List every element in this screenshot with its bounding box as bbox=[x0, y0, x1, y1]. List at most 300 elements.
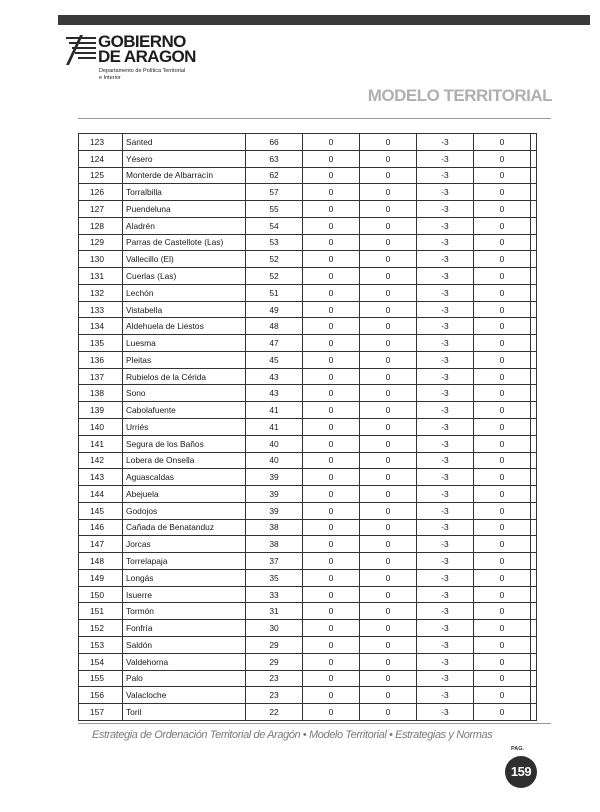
table-cell: -3 bbox=[417, 502, 474, 519]
table-cell: Jorcas bbox=[123, 536, 246, 553]
page-number-badge: 159 bbox=[505, 756, 537, 788]
table-cell: -3 bbox=[417, 301, 474, 318]
table-cell: 0 bbox=[474, 167, 531, 184]
table-cell: 54 bbox=[246, 217, 303, 234]
table-cell: 0 bbox=[360, 335, 417, 352]
table-cell: 0 bbox=[474, 586, 531, 603]
table-cell: 132 bbox=[79, 284, 123, 301]
table-cell-empty bbox=[531, 402, 537, 419]
table-cell: 0 bbox=[360, 284, 417, 301]
table-row bbox=[79, 670, 537, 687]
table-cell-empty bbox=[531, 569, 537, 586]
table-cell: -3 bbox=[417, 620, 474, 637]
table-cell-empty bbox=[531, 469, 537, 486]
table-cell: 142 bbox=[79, 452, 123, 469]
table-cell: Cabolafuente bbox=[123, 402, 246, 419]
page-label: PAG. bbox=[511, 746, 525, 752]
table-cell: 39 bbox=[246, 469, 303, 486]
table-cell: 144 bbox=[79, 486, 123, 503]
table-cell: -3 bbox=[417, 351, 474, 368]
table-cell: 0 bbox=[303, 184, 360, 201]
table-cell: Isuerre bbox=[123, 586, 246, 603]
table-cell: 130 bbox=[79, 251, 123, 268]
table-cell: 0 bbox=[303, 687, 360, 704]
table-cell: -3 bbox=[417, 134, 474, 151]
table-row bbox=[79, 134, 537, 151]
table-cell: 143 bbox=[79, 469, 123, 486]
table-cell: 0 bbox=[303, 284, 360, 301]
table-cell: 0 bbox=[474, 653, 531, 670]
table-cell: 0 bbox=[303, 402, 360, 419]
table-cell: 124 bbox=[79, 150, 123, 167]
table-cell: 0 bbox=[474, 469, 531, 486]
table-cell: -3 bbox=[417, 368, 474, 385]
table-row bbox=[79, 687, 537, 704]
table-cell: 141 bbox=[79, 435, 123, 452]
table-cell-empty bbox=[531, 268, 537, 285]
table-cell: -3 bbox=[417, 569, 474, 586]
table-cell: 23 bbox=[246, 687, 303, 704]
table-cell: 66 bbox=[246, 134, 303, 151]
table-cell: Valdehorna bbox=[123, 653, 246, 670]
table-cell: Aguascaldas bbox=[123, 469, 246, 486]
table-cell: 0 bbox=[303, 553, 360, 570]
table-cell: -3 bbox=[417, 318, 474, 335]
table-row bbox=[79, 150, 537, 167]
table-cell: 29 bbox=[246, 636, 303, 653]
table-row bbox=[79, 318, 537, 335]
table-cell-empty bbox=[531, 134, 537, 151]
table-cell: 0 bbox=[303, 150, 360, 167]
table-cell: Rubielos de la Cérida bbox=[123, 368, 246, 385]
table-cell: -3 bbox=[417, 586, 474, 603]
table-row bbox=[79, 636, 537, 653]
table-cell: 31 bbox=[246, 603, 303, 620]
table-cell: 48 bbox=[246, 318, 303, 335]
table-cell: -3 bbox=[417, 653, 474, 670]
table-cell: 139 bbox=[79, 402, 123, 419]
table-cell-empty bbox=[531, 368, 537, 385]
table-cell: 140 bbox=[79, 419, 123, 436]
table-cell: Aladrén bbox=[123, 217, 246, 234]
table-cell: 0 bbox=[474, 234, 531, 251]
table-cell-empty bbox=[531, 234, 537, 251]
table-cell: 29 bbox=[246, 653, 303, 670]
table-row bbox=[79, 234, 537, 251]
table-cell: Sono bbox=[123, 385, 246, 402]
table-cell-empty bbox=[531, 167, 537, 184]
table-cell: 0 bbox=[360, 402, 417, 419]
table-cell: 152 bbox=[79, 620, 123, 637]
table-cell-empty bbox=[531, 150, 537, 167]
table-cell: 0 bbox=[474, 452, 531, 469]
logo-subtitle bbox=[99, 68, 185, 81]
table-cell: -3 bbox=[417, 486, 474, 503]
table-cell: 0 bbox=[303, 704, 360, 721]
table-row bbox=[79, 553, 537, 570]
table-cell: Longás bbox=[123, 569, 246, 586]
table-cell: 0 bbox=[360, 536, 417, 553]
table-cell: Lechón bbox=[123, 284, 246, 301]
table-cell: -3 bbox=[417, 150, 474, 167]
table-row bbox=[79, 653, 537, 670]
table-cell: 57 bbox=[246, 184, 303, 201]
table-cell: Lobera de Onsella bbox=[123, 452, 246, 469]
table-cell: 30 bbox=[246, 620, 303, 637]
table-cell: Cañada de Benatanduz bbox=[123, 519, 246, 536]
table-cell: 41 bbox=[246, 402, 303, 419]
table-cell: 0 bbox=[303, 419, 360, 436]
table-row bbox=[79, 167, 537, 184]
table-cell: 0 bbox=[360, 670, 417, 687]
table-cell-empty bbox=[531, 486, 537, 503]
table-row bbox=[79, 502, 537, 519]
table-cell-empty bbox=[531, 519, 537, 536]
table-cell: 0 bbox=[474, 636, 531, 653]
table-cell: 0 bbox=[474, 704, 531, 721]
table-cell: 0 bbox=[360, 687, 417, 704]
table-cell: 0 bbox=[474, 150, 531, 167]
table-cell: 0 bbox=[360, 184, 417, 201]
table-cell: 0 bbox=[360, 469, 417, 486]
table-cell-empty bbox=[531, 301, 537, 318]
table-cell: 145 bbox=[79, 502, 123, 519]
table-cell: 0 bbox=[303, 234, 360, 251]
table-cell: 35 bbox=[246, 569, 303, 586]
table-row bbox=[79, 603, 537, 620]
table-row bbox=[79, 519, 537, 536]
table-cell-empty bbox=[531, 653, 537, 670]
table-cell: 0 bbox=[474, 536, 531, 553]
table-cell: Luesma bbox=[123, 335, 246, 352]
table-cell: 0 bbox=[360, 435, 417, 452]
table-cell: -3 bbox=[417, 452, 474, 469]
table-cell: 129 bbox=[79, 234, 123, 251]
table-cell: 0 bbox=[303, 368, 360, 385]
table-cell: 0 bbox=[303, 519, 360, 536]
table-cell: 47 bbox=[246, 335, 303, 352]
footer-text: Estrategia de Ordenación Territorial de Aragón • Modelo Territorial • Estrategias y Normas bbox=[92, 729, 493, 741]
table-cell: 49 bbox=[246, 301, 303, 318]
table-cell: -3 bbox=[417, 687, 474, 704]
table-cell-empty bbox=[531, 435, 537, 452]
table-cell: 33 bbox=[246, 586, 303, 603]
table-cell: 0 bbox=[303, 134, 360, 151]
table-cell: Toril bbox=[123, 704, 246, 721]
table-cell: 0 bbox=[474, 268, 531, 285]
table-cell: 0 bbox=[474, 335, 531, 352]
table-row bbox=[79, 452, 537, 469]
table-cell: -3 bbox=[417, 603, 474, 620]
table-cell: 0 bbox=[360, 502, 417, 519]
table-cell: 0 bbox=[474, 486, 531, 503]
table-row bbox=[79, 268, 537, 285]
table-cell: -3 bbox=[417, 636, 474, 653]
table-cell: 0 bbox=[360, 201, 417, 218]
table-row bbox=[79, 486, 537, 503]
table-cell: Valacloche bbox=[123, 687, 246, 704]
table-cell: 0 bbox=[360, 167, 417, 184]
table-cell: 0 bbox=[474, 134, 531, 151]
table-cell-empty bbox=[531, 636, 537, 653]
table-cell: -3 bbox=[417, 268, 474, 285]
table-cell: 41 bbox=[246, 419, 303, 436]
table-cell: 150 bbox=[79, 586, 123, 603]
footer-divider bbox=[78, 723, 551, 724]
table-cell: Urriés bbox=[123, 419, 246, 436]
table-cell: 0 bbox=[303, 603, 360, 620]
table-row bbox=[79, 184, 537, 201]
table-cell: 52 bbox=[246, 268, 303, 285]
table-cell: 43 bbox=[246, 385, 303, 402]
table-cell: 154 bbox=[79, 653, 123, 670]
table-cell: 148 bbox=[79, 553, 123, 570]
table-cell: 37 bbox=[246, 553, 303, 570]
table-cell: Vallecillo (El) bbox=[123, 251, 246, 268]
table-cell: 0 bbox=[303, 536, 360, 553]
table-cell: 0 bbox=[303, 385, 360, 402]
table-cell: 0 bbox=[303, 268, 360, 285]
table-cell: 62 bbox=[246, 167, 303, 184]
table-cell: 0 bbox=[303, 201, 360, 218]
table-cell: 0 bbox=[303, 167, 360, 184]
table-cell: 126 bbox=[79, 184, 123, 201]
table-cell: 0 bbox=[360, 268, 417, 285]
logo-title-line2: DE ARAGON bbox=[98, 47, 196, 66]
table-cell: Yésero bbox=[123, 150, 246, 167]
table-cell: 0 bbox=[360, 385, 417, 402]
table-cell: 53 bbox=[246, 234, 303, 251]
logo-subtitle-line2: e Interior bbox=[99, 74, 121, 81]
table-cell: 0 bbox=[474, 184, 531, 201]
table-cell-empty bbox=[531, 419, 537, 436]
table-cell: 131 bbox=[79, 268, 123, 285]
table-cell: 0 bbox=[474, 217, 531, 234]
table-cell: -3 bbox=[417, 670, 474, 687]
table-cell: 0 bbox=[360, 586, 417, 603]
table-cell: 0 bbox=[360, 653, 417, 670]
table-cell-empty bbox=[531, 502, 537, 519]
table-cell: 0 bbox=[303, 586, 360, 603]
table-cell: 134 bbox=[79, 318, 123, 335]
table-cell: 0 bbox=[360, 486, 417, 503]
table-cell: 155 bbox=[79, 670, 123, 687]
table-cell: 128 bbox=[79, 217, 123, 234]
table-cell: 0 bbox=[303, 435, 360, 452]
table-cell: 39 bbox=[246, 502, 303, 519]
table-row bbox=[79, 419, 537, 436]
table-cell: 0 bbox=[303, 217, 360, 234]
table-cell: -3 bbox=[417, 335, 474, 352]
table-cell: 0 bbox=[474, 553, 531, 570]
table-cell: 0 bbox=[303, 301, 360, 318]
table-cell: 55 bbox=[246, 201, 303, 218]
table-cell: 0 bbox=[474, 368, 531, 385]
table-cell: 0 bbox=[474, 569, 531, 586]
table-cell: 0 bbox=[474, 687, 531, 704]
table-cell: -3 bbox=[417, 284, 474, 301]
table-cell: Torralbilla bbox=[123, 184, 246, 201]
table-cell: Parras de Castellote (Las) bbox=[123, 234, 246, 251]
table-row bbox=[79, 351, 537, 368]
table-cell-empty bbox=[531, 335, 537, 352]
table-cell: 38 bbox=[246, 519, 303, 536]
table-cell: 0 bbox=[303, 620, 360, 637]
table-cell-empty bbox=[531, 385, 537, 402]
table-cell: 0 bbox=[474, 502, 531, 519]
table-cell: 136 bbox=[79, 351, 123, 368]
aragon-emblem-icon bbox=[66, 33, 96, 65]
table-cell: 0 bbox=[474, 301, 531, 318]
table-row bbox=[79, 201, 537, 218]
table-cell: 0 bbox=[360, 150, 417, 167]
table-cell: 63 bbox=[246, 150, 303, 167]
table-cell: 0 bbox=[303, 251, 360, 268]
table-cell-empty bbox=[531, 687, 537, 704]
table-cell: 0 bbox=[360, 519, 417, 536]
table-cell: 0 bbox=[360, 134, 417, 151]
table-cell-empty bbox=[531, 536, 537, 553]
table-cell: 52 bbox=[246, 251, 303, 268]
table-row bbox=[79, 536, 537, 553]
table-cell: -3 bbox=[417, 419, 474, 436]
table-cell: -3 bbox=[417, 251, 474, 268]
table-cell: Tormón bbox=[123, 603, 246, 620]
table-cell: 0 bbox=[360, 368, 417, 385]
table-cell: 0 bbox=[360, 351, 417, 368]
table-cell: 0 bbox=[303, 351, 360, 368]
table-cell: Palo bbox=[123, 670, 246, 687]
table-cell: 0 bbox=[303, 318, 360, 335]
table-cell: 0 bbox=[360, 553, 417, 570]
table-cell: Segura de los Baños bbox=[123, 435, 246, 452]
table-cell: 39 bbox=[246, 486, 303, 503]
table-cell-empty bbox=[531, 318, 537, 335]
table-cell: 22 bbox=[246, 704, 303, 721]
table-cell: 40 bbox=[246, 452, 303, 469]
table-cell: 123 bbox=[79, 134, 123, 151]
table-row bbox=[79, 368, 537, 385]
table-cell-empty bbox=[531, 704, 537, 721]
table-cell: -3 bbox=[417, 167, 474, 184]
table-cell-empty bbox=[531, 201, 537, 218]
table-cell-empty bbox=[531, 284, 537, 301]
table-cell: 23 bbox=[246, 670, 303, 687]
table-cell: 0 bbox=[474, 620, 531, 637]
table-cell-empty bbox=[531, 452, 537, 469]
logo-title bbox=[98, 34, 196, 64]
top-bar bbox=[58, 15, 590, 25]
table-cell-empty bbox=[531, 586, 537, 603]
table-cell: 127 bbox=[79, 201, 123, 218]
table-row bbox=[79, 335, 537, 352]
table-cell: Santed bbox=[123, 134, 246, 151]
table-cell: 0 bbox=[474, 251, 531, 268]
table-cell: Torrelapaja bbox=[123, 553, 246, 570]
table-cell: 51 bbox=[246, 284, 303, 301]
table-cell-empty bbox=[531, 184, 537, 201]
table-cell: -3 bbox=[417, 201, 474, 218]
table-cell: 0 bbox=[360, 318, 417, 335]
table-cell-empty bbox=[531, 251, 537, 268]
table-row bbox=[79, 704, 537, 721]
table-cell: 0 bbox=[474, 519, 531, 536]
table-cell: 147 bbox=[79, 536, 123, 553]
section-title: MODELO TERRITORIAL bbox=[367, 86, 552, 105]
table-cell: 156 bbox=[79, 687, 123, 704]
table-cell: Vistabella bbox=[123, 301, 246, 318]
table-cell: 0 bbox=[303, 653, 360, 670]
table-cell: Monterde de Albarracín bbox=[123, 167, 246, 184]
table-cell: Fonfría bbox=[123, 620, 246, 637]
table-cell: 0 bbox=[360, 251, 417, 268]
table-cell: 135 bbox=[79, 335, 123, 352]
table-cell: 0 bbox=[474, 603, 531, 620]
table-cell: 0 bbox=[360, 234, 417, 251]
table-cell: 0 bbox=[303, 670, 360, 687]
table-cell: -3 bbox=[417, 402, 474, 419]
table-cell: 0 bbox=[474, 435, 531, 452]
table-cell: 0 bbox=[360, 217, 417, 234]
table-cell: -3 bbox=[417, 435, 474, 452]
table-cell: 0 bbox=[360, 569, 417, 586]
table-cell: Godojos bbox=[123, 502, 246, 519]
table-cell: Cuerlas (Las) bbox=[123, 268, 246, 285]
table-cell: 0 bbox=[474, 284, 531, 301]
table-cell: 151 bbox=[79, 603, 123, 620]
table-cell: 0 bbox=[360, 603, 417, 620]
header-divider bbox=[78, 118, 551, 119]
table-cell: -3 bbox=[417, 536, 474, 553]
table-cell-empty bbox=[531, 620, 537, 637]
table-row bbox=[79, 284, 537, 301]
table-cell: 0 bbox=[360, 419, 417, 436]
municipality-table bbox=[78, 133, 537, 721]
table-cell-empty bbox=[531, 553, 537, 570]
table-cell: 0 bbox=[474, 402, 531, 419]
table-cell: 0 bbox=[303, 335, 360, 352]
table-row bbox=[79, 435, 537, 452]
table-row bbox=[79, 217, 537, 234]
table-row bbox=[79, 569, 537, 586]
table-row bbox=[79, 620, 537, 637]
table-cell: 0 bbox=[360, 301, 417, 318]
table-cell: 0 bbox=[303, 569, 360, 586]
table-cell: 0 bbox=[474, 318, 531, 335]
table-cell: 0 bbox=[303, 486, 360, 503]
table-cell: 125 bbox=[79, 167, 123, 184]
table-cell: 0 bbox=[360, 620, 417, 637]
table-body bbox=[79, 134, 537, 721]
table-cell: 0 bbox=[474, 670, 531, 687]
logo-subtitle-line1: Departamento de Política Territorial bbox=[99, 68, 186, 74]
table-cell-empty bbox=[531, 351, 537, 368]
table-cell-empty bbox=[531, 217, 537, 234]
table-cell-empty bbox=[531, 670, 537, 687]
table-cell: 45 bbox=[246, 351, 303, 368]
table-cell: Saldón bbox=[123, 636, 246, 653]
table-cell: 0 bbox=[303, 502, 360, 519]
table-cell: 43 bbox=[246, 368, 303, 385]
table-cell: 157 bbox=[79, 704, 123, 721]
table-cell: 0 bbox=[474, 419, 531, 436]
table-cell: 0 bbox=[303, 636, 360, 653]
table-cell: Abejuela bbox=[123, 486, 246, 503]
table-cell: 138 bbox=[79, 385, 123, 402]
table-cell: 0 bbox=[360, 636, 417, 653]
table-cell: 0 bbox=[474, 351, 531, 368]
table-row bbox=[79, 301, 537, 318]
